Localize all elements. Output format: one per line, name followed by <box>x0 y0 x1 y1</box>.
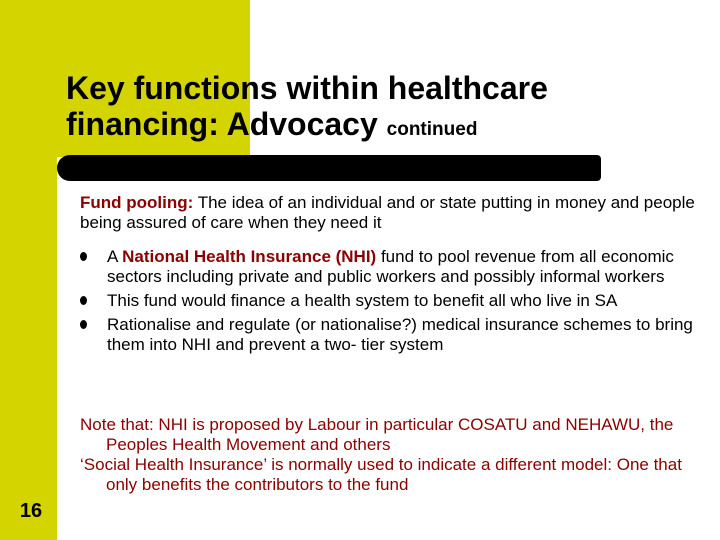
bullet-highlight: National Health Insurance (NHI) <box>122 247 377 266</box>
title-underline-bar <box>57 155 601 181</box>
intro-paragraph <box>80 193 700 233</box>
bullet-text: This fund would finance a health system to benefit all who live in SA <box>107 291 618 310</box>
intro-text: The idea of an individual and or state putting in money and people being assured of care when they need it <box>80 193 695 232</box>
bullet-dot-icon <box>80 320 87 329</box>
note-paragraph: ‘Social Health Insurance’ is normally used to indicate a different model: One that only benefits the contributors to the fund <box>80 455 682 494</box>
note-paragraph: Note that: NHI is proposed by Labour in particular COSATU and NEHAWU, the Peoples Health Movement and others <box>80 415 674 454</box>
slide-title <box>66 70 706 148</box>
intro-label: Fund pooling: <box>80 193 194 212</box>
bullet-item <box>80 291 700 311</box>
bullet-text: fund to pool revenue from all economic sectors including private and public workers and possibly informal workers <box>107 247 674 286</box>
bullet-list <box>80 247 700 355</box>
title-line-1: Key functions within healthcare <box>66 70 548 106</box>
slide-number: 16 <box>19 500 43 522</box>
left-accent-band <box>0 0 57 540</box>
bullet-dot-icon <box>80 252 87 261</box>
bullet-item <box>80 315 700 355</box>
slide-body <box>80 193 700 359</box>
title-line-2: financing: Advocacy <box>66 106 378 142</box>
bullet-dot-icon <box>80 296 87 305</box>
notes-section <box>80 415 700 495</box>
title-suffix: continued <box>386 119 478 140</box>
bullet-prefix: A <box>107 247 123 266</box>
bullet-text: Rationalise and regulate (or nationalise?) medical insurance schemes to bring them into NHI and prevent a two- tier system <box>107 315 693 354</box>
bullet-item <box>80 247 700 287</box>
